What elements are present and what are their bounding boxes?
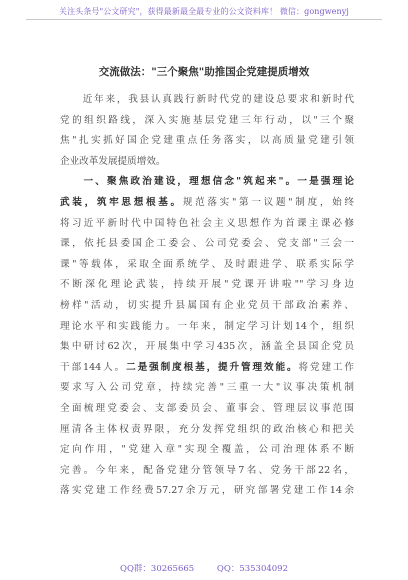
text-segment: 将习近平新时代中国特色社会主义思想作为首课主课必修 [60, 217, 354, 229]
text-segment: 定向作用，"党建入章"实现全覆盖，公司治理体系不断 [60, 444, 354, 456]
text-segment: 企业改革发展提质增效。 [60, 155, 166, 167]
text-line [60, 296, 354, 317]
text-line [60, 90, 354, 111]
header-divider [26, 19, 382, 20]
bold-text-segment: 一、聚焦政治建设，理想信念"筑起来"。一是强理论 [60, 176, 354, 188]
text-segment: 课，依托县委国企工委会、公司党委会、党支部"三会一 [60, 238, 354, 250]
text-line [60, 461, 354, 482]
text-line [60, 440, 354, 461]
text-line [60, 172, 354, 193]
text-segment: 理论水平和实践能力。一年来，制定学习计划14个，组织 [60, 320, 354, 332]
text-segment: 落实党建工作经费57.27余万元，研究部署党建工作14余 [60, 485, 354, 497]
text-segment: 干部144人。 [60, 361, 127, 373]
text-segment: 集中研讨62次，开展集中学习435次，涵盖全县国企党员 [60, 341, 354, 353]
text-line [60, 275, 354, 296]
text-segment: 全面梳理党委会、支部委员会、董事会、管理层议事范围 [60, 402, 354, 414]
footer-qq: QQ：535304092 [216, 564, 288, 574]
bold-text-segment: 二是强制度根基，提升管理效能。 [126, 361, 299, 373]
text-line [60, 234, 354, 255]
text-segment: 焦"扎实抓好国企党建重点任务落实，以高质量党建引领 [60, 135, 354, 147]
document-title: 交流做法："三个聚焦"助推国企党建提质增效 [98, 66, 310, 78]
bold-text-segment: 武装，筑牢思想根基。 [60, 196, 183, 208]
text-segment: 课"等载体，采取全面系统学、及时跟进学、联系实际学 [60, 258, 354, 270]
text-segment: 将党建工作 [298, 361, 355, 373]
text-line [60, 255, 354, 276]
text-line [60, 111, 354, 132]
page-header: 关注头条号"公文研究"，获得最新最全最专业的公文资料库！ 微信：gongwenyj [59, 7, 349, 16]
text-segment: 榜样"活动，切实提升县属国有企业党员干部政治素养、 [60, 299, 354, 311]
text-segment: 不断深化理论武装，持续开展"党课开讲啦""学习身边 [60, 279, 354, 291]
text-line [60, 358, 354, 379]
text-segment: 厘清各主体权责界限，充分发挥党组织的政治核心和把关 [60, 423, 354, 435]
text-line [60, 214, 354, 235]
text-segment: 要求写入公司党章，持续完善"三重一大"议事决策机制 [60, 382, 354, 394]
text-line [60, 337, 354, 358]
text-segment: 规范落实"第一议题"制度，始终 [182, 196, 355, 208]
page-footer [0, 562, 408, 574]
text-line [60, 317, 354, 338]
text-segment: 党的组织路线，深入实施基层党建三年行动，以"三个聚 [60, 114, 354, 126]
text-line [60, 378, 354, 399]
text-line [60, 481, 354, 502]
text-line [60, 152, 354, 173]
document-body [60, 90, 354, 502]
text-segment: 完善。今年来，配备党建分管领导7名、党务干部22名， [60, 464, 354, 476]
text-line [60, 399, 354, 420]
text-line [60, 420, 354, 441]
text-line [60, 131, 354, 152]
footer-qq-group: QQ群：30265665 [119, 564, 195, 574]
text-segment: 近年来，我县认真践行新时代党的建设总要求和新时代 [60, 94, 354, 105]
text-line [60, 193, 354, 214]
